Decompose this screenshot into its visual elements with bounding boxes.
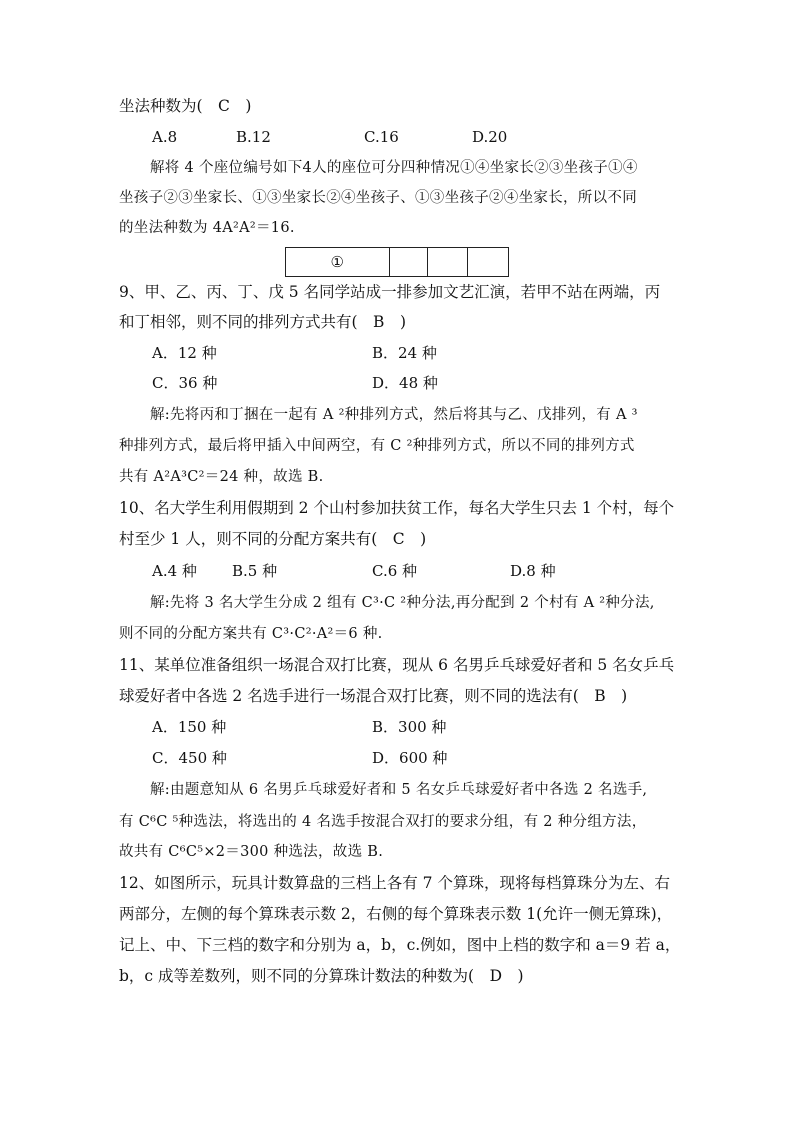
q11-option-d: D．600 种	[372, 749, 448, 767]
q9-option-a: A．12 种	[152, 344, 217, 362]
q9-option-c: C．36 种	[152, 374, 218, 392]
seat-cell-4	[468, 248, 508, 276]
q9-solution-line-1: 解:先将丙和丁捆在一起有 A ²种排列方式，然后将其与乙、戊排列，有 A ³	[150, 407, 638, 423]
q9-stem-line-1: 9、甲、乙、丙、丁、戊 5 名同学站成一排参加文艺汇演，若甲不站在两端，丙	[119, 283, 661, 301]
q11-stem-line-1: 11、某单位准备组织一场混合双打比赛，现从 6 名男乒乓球爱好者和 5 名女乒乓	[119, 656, 675, 674]
q8-option-c: C.16	[364, 128, 399, 146]
seat-cell-3	[428, 248, 468, 276]
q9-option-b: B．24 种	[372, 344, 437, 362]
q12-stem-line-2: 两部分，左侧的每个算珠表示数 2，右侧的每个算珠表示数 1(允许一侧无算珠)，	[119, 905, 673, 923]
q10-stem-line-1: 10、名大学生利用假期到 2 个山村参加扶贫工作，每名大学生只去 1 个村，每个	[119, 499, 675, 517]
q8-solution-line-1: 解将 4 个座位编号如下4人的座位可分四种情况①④坐家长②③坐孩子①④	[150, 160, 638, 176]
q10-stem-line-2: 村至少 1 人，则不同的分配方案共有( C )	[119, 530, 427, 548]
q10-option-b: B.5 种	[232, 562, 278, 580]
q9-solution-line-2: 种排列方式，最后将甲插入中间两空，有 C ²种排列方式，所以不同的排列方式	[119, 438, 635, 454]
q9-option-d: D．48 种	[372, 374, 438, 392]
q8-option-a: A.8	[152, 128, 178, 146]
q8-solution-line-3: 的坐法种数为 4A²A²＝16.	[119, 220, 295, 236]
q9-stem-line-2: 和丁相邻，则不同的排列方式共有( B )	[119, 313, 406, 331]
q12-stem-line-4: b，c 成等差数列，则不同的分算珠计数法的种数为( D )	[119, 967, 524, 985]
q11-solution-line-2: 有 C⁶C ⁵种选法，将选出的 4 名选手按混合双打的要求分组，有 2 种分组方法，	[119, 814, 647, 830]
seat-cell-1: ①	[286, 248, 390, 276]
q8-option-b: B.12	[236, 128, 271, 146]
q10-solution-line-2: 则不同的分配方案共有 C³·C²·A²＝6 种.	[119, 626, 383, 642]
q8-solution-line-2: 坐孩子②③坐家长、①③坐家长②④坐孩子、①③坐孩子②④坐家长，所以不同	[119, 190, 637, 206]
q11-option-c: C．450 种	[152, 749, 227, 767]
q12-stem-line-3: 记上、中、下三档的数字和分别为 a，b，c.例如，图中上档的数字和 a＝9 若 a，	[119, 936, 681, 954]
q10-option-c: C.6 种	[372, 562, 418, 580]
q11-solution-line-3: 故共有 C⁶C⁵×2＝300 种选法，故选 B.	[119, 844, 384, 860]
q11-stem-line-2: 球爱好者中各选 2 名选手进行一场混合双打比赛，则不同的选法有( B )	[119, 687, 628, 705]
seat-cell-2	[390, 248, 429, 276]
q11-option-b: B．300 种	[372, 718, 447, 736]
q9-solution-line-3: 共有 A²A³C²＝24 种，故选 B.	[119, 469, 324, 485]
q11-solution-line-1: 解:由题意知从 6 名男乒乓球爱好者和 5 名女乒乓球爱好者中各选 2 名选手,	[150, 782, 648, 798]
q12-stem-line-1: 12、如图所示，玩具计数算盘的三档上各有 7 个算珠，现将每档算珠分为左、右	[119, 874, 670, 892]
q10-option-d: D.8 种	[510, 562, 556, 580]
seat-numbering-table	[285, 247, 509, 277]
q8-option-d: D.20	[472, 128, 508, 146]
q8-stem-tail: 坐法种数为( C )	[119, 97, 252, 115]
q11-option-a: A．150 种	[152, 718, 227, 736]
q10-option-a: A.4 种	[152, 562, 197, 580]
q10-solution-line-1: 解:先将 3 名大学生分成 2 组有 C³·C ²种分法,再分配到 2 个村有 A ²种分法,	[150, 595, 655, 611]
